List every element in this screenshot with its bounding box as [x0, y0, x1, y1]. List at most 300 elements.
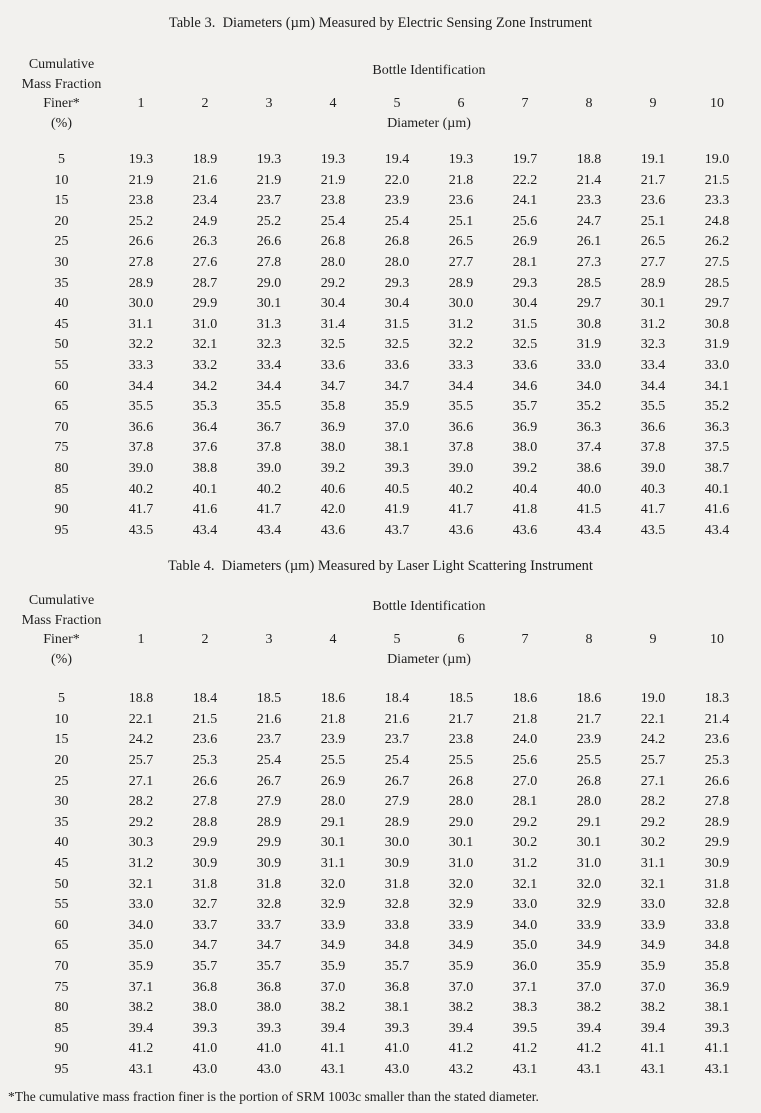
diameter-value-cell: 35.5: [128, 399, 154, 415]
mass-fraction-cell: 50: [54, 876, 69, 892]
diameter-value-cell: 28.9: [448, 275, 474, 291]
diameter-value-cell: 39.2: [512, 460, 538, 476]
mass-fraction-cell: 20: [54, 213, 69, 229]
bottle-identification-text: Bottle Identification: [372, 63, 486, 78]
diameter-value-cell: 23.9: [384, 193, 410, 209]
mass-fraction-cell: 35: [54, 814, 69, 830]
diameter-value-cell: 27.8: [704, 794, 730, 810]
mass-fraction-cell: 15: [54, 732, 69, 748]
column-header-cell: 4: [329, 632, 337, 648]
diameter-value-cell: 38.2: [128, 1000, 154, 1016]
diameter-value-cell: 22.1: [128, 711, 154, 727]
diameter-value-cell: 25.3: [704, 753, 730, 769]
mass-fraction-cell: 25: [54, 773, 69, 789]
diameter-value-cell: 40.2: [128, 481, 154, 497]
diameter-value-cell: 24.0: [512, 732, 538, 748]
diameter-value-cell: 32.5: [384, 337, 410, 353]
diameter-value-cell: 33.4: [256, 357, 282, 373]
diameter-value-cell: 31.8: [384, 876, 410, 892]
diameter-value-cell: 37.1: [512, 979, 538, 995]
diameter-value-cell: 41.0: [192, 1041, 218, 1057]
diameter-value-cell: 43.1: [576, 1061, 602, 1077]
diameter-value-cell: 33.0: [704, 357, 730, 373]
diameter-value-cell: 37.6: [192, 440, 218, 456]
diameter-value-cell: 40.3: [640, 481, 666, 497]
diameter-value-cell: 26.5: [448, 234, 474, 250]
diameter-value-cell: 30.0: [128, 296, 154, 312]
diameter-value-cell: 43.7: [384, 522, 410, 538]
diameter-value-cell: 43.5: [128, 522, 154, 538]
mass-fraction-cell: 45: [54, 316, 69, 332]
row-label-line: Mass Fraction: [21, 76, 102, 92]
diameter-value-cell: 23.7: [256, 193, 282, 209]
mass-fraction-cell: 5: [58, 691, 65, 707]
diameter-value-cell: 34.0: [576, 378, 602, 394]
diameter-value-cell: 24.8: [704, 213, 730, 229]
column-header-cell: 2: [201, 632, 209, 648]
diameter-value-cell: 21.7: [640, 172, 666, 188]
diameter-value-cell: 28.1: [512, 254, 538, 270]
diameter-value-cell: 29.1: [320, 814, 346, 830]
diameter-value-cell: 34.7: [384, 378, 410, 394]
diameter-value-cell: 30.9: [192, 856, 218, 872]
diameter-value-cell: 32.1: [192, 337, 218, 353]
diameter-value-cell: 32.2: [128, 337, 154, 353]
diameter-value-cell: 36.0: [512, 959, 538, 974]
diameter-value-cell: 41.7: [448, 502, 474, 518]
diameter-value-cell: 21.5: [704, 172, 730, 188]
diameter-value-cell: 36.8: [256, 979, 282, 995]
diameter-value-cell: 41.1: [640, 1041, 666, 1057]
column-header-cell: 6: [457, 632, 465, 648]
diameter-value-cell: 19.7: [512, 152, 538, 167]
diameter-value-cell: 35.2: [704, 399, 730, 415]
diameter-value-cell: 31.2: [512, 856, 538, 872]
table4-section: [0, 557, 761, 1080]
diameter-unit-label: Diameter (µm): [387, 651, 471, 667]
diameter-value-cell: 38.0: [512, 440, 538, 456]
diameter-value-cell: 32.5: [320, 337, 346, 353]
diameter-value-cell: 28.9: [384, 814, 410, 830]
diameter-value-cell: 30.0: [384, 835, 410, 851]
mass-fraction-cell: 15: [54, 193, 69, 209]
diameter-value-cell: 35.5: [256, 399, 282, 415]
diameter-value-cell: 36.6: [640, 419, 666, 435]
table3-section: [0, 14, 761, 541]
diameter-value-cell: 28.5: [576, 275, 602, 291]
diameter-value-cell: 25.5: [320, 753, 346, 769]
diameter-value-cell: 31.9: [576, 337, 602, 353]
diameter-value-cell: 38.1: [384, 440, 410, 456]
diameter-value-cell: 40.2: [448, 481, 474, 497]
mass-fraction-cell: 85: [54, 1020, 69, 1036]
diameter-value-cell: 26.9: [512, 234, 538, 250]
diameter-value-cell: 37.0: [448, 979, 474, 995]
diameter-value-cell: 25.1: [448, 213, 474, 229]
diameter-value-cell: 26.8: [448, 773, 474, 789]
diameter-value-cell: 26.3: [192, 234, 218, 250]
diameter-value-cell: 43.4: [192, 522, 218, 538]
table4-title: Table 4. Diameters (µm) Measured by Laser Light Scattering Instrument: [168, 558, 593, 575]
diameter-value-cell: 18.8: [128, 691, 154, 707]
column-header-cell: 9: [649, 632, 657, 648]
diameter-value-cell: 41.1: [320, 1041, 346, 1057]
diameter-unit-label: Diameter (µm): [387, 115, 471, 131]
row-label-line: Mass Fraction: [21, 612, 102, 628]
diameter-value-cell: 31.8: [256, 876, 282, 892]
diameter-value-cell: 36.3: [704, 419, 730, 435]
diameter-value-cell: 38.8: [192, 460, 218, 476]
diameter-value-cell: 33.7: [256, 917, 282, 933]
diameter-value-cell: 25.6: [512, 213, 538, 229]
mass-fraction-cell: 80: [54, 1000, 69, 1016]
diameter-value-cell: 35.2: [576, 399, 602, 415]
diameter-value-cell: 27.1: [640, 773, 666, 789]
column-header-cell: 1: [137, 632, 145, 648]
diameter-value-cell: 43.1: [512, 1061, 538, 1077]
diameter-value-cell: 25.7: [640, 753, 666, 769]
mass-fraction-cell: 10: [54, 172, 69, 188]
diameter-value-cell: 33.0: [128, 897, 154, 913]
diameter-value-cell: 35.9: [320, 959, 346, 974]
diameter-value-cell: 23.8: [128, 193, 154, 209]
diameter-value-cell: 26.1: [576, 234, 602, 250]
diameter-value-cell: 36.9: [320, 419, 346, 435]
diameter-value-cell: 31.2: [640, 316, 666, 332]
mass-fraction-cell: 10: [54, 711, 69, 727]
diameter-value-cell: 41.0: [384, 1041, 410, 1057]
mass-fraction-cell: 20: [54, 753, 69, 769]
diameter-value-cell: 29.3: [512, 275, 538, 291]
diameter-value-cell: 33.9: [448, 917, 474, 933]
diameter-value-cell: 31.1: [320, 856, 346, 872]
diameter-value-cell: 39.0: [128, 460, 154, 476]
diameter-value-cell: 43.5: [640, 522, 666, 538]
mass-fraction-cell: 50: [54, 337, 69, 353]
diameter-value-cell: 35.3: [192, 399, 218, 415]
diameter-value-cell: 35.5: [448, 399, 474, 415]
diameter-value-cell: 28.9: [128, 275, 154, 291]
diameter-value-cell: 30.1: [320, 835, 346, 851]
diameter-value-cell: 39.0: [256, 460, 282, 476]
diameter-value-cell: 37.4: [576, 440, 602, 456]
diameter-value-cell: 22.1: [640, 711, 666, 727]
mass-fraction-cell: 30: [54, 254, 69, 270]
diameter-value-cell: 27.3: [576, 254, 602, 270]
diameter-value-cell: 32.8: [384, 897, 410, 913]
table3-header: [0, 55, 761, 133]
diameter-value-cell: 41.6: [704, 502, 730, 518]
diameter-value-cell: 34.6: [512, 378, 538, 394]
diameter-value-cell: 30.4: [512, 296, 538, 312]
diameter-value-cell: 33.4: [640, 357, 666, 373]
diameter-value-cell: 39.0: [640, 460, 666, 476]
diameter-value-cell: 41.0: [256, 1041, 282, 1057]
diameter-value-cell: 35.8: [320, 399, 346, 415]
diameter-value-cell: 27.7: [448, 254, 474, 270]
diameter-value-cell: 24.2: [128, 732, 154, 748]
diameter-value-cell: 34.7: [320, 378, 346, 394]
column-header-cell: 8: [585, 96, 593, 111]
diameter-value-cell: 38.1: [384, 1000, 410, 1016]
diameter-value-cell: 24.7: [576, 213, 602, 229]
diameter-value-cell: 41.2: [576, 1041, 602, 1057]
diameter-value-cell: 21.8: [512, 711, 538, 727]
diameter-value-cell: 29.2: [640, 814, 666, 830]
diameter-value-cell: 21.8: [448, 172, 474, 188]
diameter-value-cell: 18.4: [384, 691, 410, 707]
diameter-value-cell: 34.4: [448, 378, 474, 394]
diameter-value-cell: 35.9: [128, 959, 154, 974]
column-header-cell: 7: [521, 632, 529, 648]
diameter-value-cell: 43.4: [256, 522, 282, 538]
diameter-value-cell: 23.4: [192, 193, 218, 209]
diameter-value-cell: 32.1: [128, 876, 154, 892]
diameter-value-cell: 24.1: [512, 193, 538, 209]
diameter-value-cell: 32.8: [704, 897, 730, 913]
diameter-value-cell: 38.6: [576, 460, 602, 476]
diameter-value-cell: 26.5: [640, 234, 666, 250]
diameter-value-cell: 28.7: [192, 275, 218, 291]
table3-title: Table 3. Diameters (µm) Measured by Electric Sensing Zone Instrument: [168, 15, 593, 31]
diameter-value-cell: 26.6: [128, 234, 154, 250]
diameter-value-cell: 25.2: [128, 213, 154, 229]
diameter-value-cell: 28.2: [128, 794, 154, 810]
diameter-value-cell: 36.7: [256, 419, 282, 435]
diameter-value-cell: 43.0: [256, 1061, 282, 1077]
mass-fraction-cell: 40: [54, 296, 69, 312]
diameter-value-cell: 28.0: [448, 794, 474, 810]
diameter-value-cell: 38.0: [320, 440, 346, 456]
diameter-value-cell: 33.0: [512, 897, 538, 913]
diameter-value-cell: 31.3: [256, 316, 282, 332]
diameter-value-cell: 36.6: [128, 419, 154, 435]
diameter-value-cell: 23.9: [320, 732, 346, 748]
diameter-value-cell: 19.0: [640, 691, 666, 707]
mass-fraction-cell: 70: [54, 959, 69, 974]
diameter-value-cell: 41.8: [512, 502, 538, 518]
diameter-value-cell: 32.0: [320, 876, 346, 892]
diameter-value-cell: 33.6: [384, 357, 410, 373]
diameter-value-cell: 40.0: [576, 481, 602, 497]
diameter-value-cell: 39.3: [384, 1020, 410, 1036]
diameter-value-cell: 24.9: [192, 213, 218, 229]
diameter-value-cell: 29.0: [448, 814, 474, 830]
diameter-value-cell: 31.4: [320, 316, 346, 332]
diameter-value-cell: 23.8: [320, 193, 346, 209]
diameter-value-cell: 19.0: [704, 152, 730, 167]
diameter-value-cell: 31.0: [576, 856, 602, 872]
diameter-value-cell: 37.0: [320, 979, 346, 995]
diameter-value-cell: 25.2: [256, 213, 282, 229]
mass-fraction-cell: 45: [54, 856, 69, 872]
row-label-line: Cumulative: [28, 57, 95, 72]
diameter-value-cell: 34.7: [256, 938, 282, 954]
column-header-cell: 8: [585, 632, 593, 648]
diameter-value-cell: 26.8: [320, 234, 346, 250]
diameter-value-cell: 33.9: [640, 917, 666, 933]
diameter-value-cell: 30.4: [320, 296, 346, 312]
diameter-value-cell: 34.8: [704, 938, 730, 954]
mass-fraction-cell: 75: [54, 440, 69, 456]
diameter-value-cell: 33.6: [512, 357, 538, 373]
footnote: *The cumulative mass fraction finer is the portion of SRM 1003c smaller than the stated diameter.: [8, 1088, 539, 1104]
diameter-value-cell: 25.4: [256, 753, 282, 769]
mass-fraction-cell: 95: [54, 1061, 69, 1077]
mass-fraction-cell: 95: [54, 522, 69, 538]
diameter-value-cell: 37.0: [384, 419, 410, 435]
diameter-value-cell: 33.8: [704, 917, 730, 933]
diameter-value-cell: 19.3: [448, 152, 474, 167]
diameter-value-cell: 23.7: [256, 732, 282, 748]
column-header-cell: 4: [329, 96, 337, 111]
diameter-value-cell: 43.1: [128, 1061, 154, 1077]
diameter-value-cell: 25.3: [192, 753, 218, 769]
mass-fraction-cell: 80: [54, 460, 69, 476]
diameter-value-cell: 29.9: [704, 835, 730, 851]
diameter-value-cell: 38.0: [256, 1000, 282, 1016]
mass-fraction-cell: 55: [54, 357, 69, 373]
diameter-value-cell: 34.0: [512, 917, 538, 933]
diameter-value-cell: 18.5: [448, 691, 474, 707]
diameter-value-cell: 41.7: [640, 502, 666, 518]
diameter-value-cell: 41.2: [128, 1041, 154, 1057]
diameter-value-cell: 37.0: [640, 979, 666, 995]
diameter-value-cell: 35.9: [640, 959, 666, 974]
diameter-value-cell: 33.8: [384, 917, 410, 933]
diameter-value-cell: 41.7: [256, 502, 282, 518]
bottle-identification-text: Bottle Identification: [372, 599, 486, 615]
diameter-value-cell: 26.6: [256, 234, 282, 250]
diameter-value-cell: 35.8: [704, 959, 730, 974]
mass-fraction-cell: 60: [54, 378, 69, 394]
diameter-value-cell: 21.9: [256, 172, 282, 188]
diameter-value-cell: 32.9: [448, 897, 474, 913]
diameter-value-cell: 31.2: [448, 316, 474, 332]
diameter-value-cell: 34.8: [384, 938, 410, 954]
diameter-value-cell: 32.8: [256, 897, 282, 913]
diameter-value-cell: 18.3: [704, 691, 730, 707]
diameter-value-cell: 43.4: [576, 522, 602, 538]
diameter-value-cell: 30.4: [384, 296, 410, 312]
column-header-cell: 7: [521, 96, 529, 111]
diameter-value-cell: 32.1: [640, 876, 666, 892]
diameter-value-cell: 36.9: [704, 979, 730, 995]
diameter-value-cell: 29.1: [576, 814, 602, 830]
diameter-value-cell: 26.2: [704, 234, 730, 250]
diameter-value-cell: 39.3: [704, 1020, 730, 1036]
diameter-value-cell: 37.0: [576, 979, 602, 995]
diameter-value-cell: 35.7: [192, 959, 218, 974]
diameter-value-cell: 43.2: [448, 1061, 474, 1077]
diameter-value-cell: 19.3: [320, 152, 346, 167]
diameter-value-cell: 25.5: [576, 753, 602, 769]
diameter-value-cell: 21.6: [192, 172, 218, 188]
diameter-value-cell: 40.1: [704, 481, 730, 497]
diameter-value-cell: 35.7: [512, 399, 538, 415]
diameter-value-cell: 33.9: [576, 917, 602, 933]
diameter-value-cell: 40.5: [384, 481, 410, 497]
column-header-cell: 3: [265, 96, 273, 111]
diameter-value-cell: 32.1: [512, 876, 538, 892]
diameter-value-cell: 30.2: [640, 835, 666, 851]
bottle-identification-label: [109, 55, 749, 78]
row-label-line: Finer*: [43, 632, 80, 648]
diameter-value-cell: 25.6: [512, 753, 538, 769]
diameter-value-cell: 27.9: [256, 794, 282, 810]
mass-fraction-cell: 35: [54, 275, 69, 291]
diameter-value-cell: 42.0: [320, 502, 346, 518]
diameter-value-cell: 30.1: [448, 835, 474, 851]
diameter-value-cell: 30.8: [704, 316, 730, 332]
diameter-value-cell: 35.9: [448, 959, 474, 974]
diameter-value-cell: 28.1: [512, 794, 538, 810]
diameter-value-cell: 18.8: [576, 152, 602, 167]
column-header-cell: 10: [710, 632, 724, 648]
diameter-value-cell: 32.0: [576, 876, 602, 892]
diameter-value-cell: 39.4: [128, 1020, 154, 1036]
diameter-value-cell: 29.3: [384, 275, 410, 291]
diameter-value-cell: 36.4: [192, 419, 218, 435]
diameter-value-cell: 34.1: [704, 378, 730, 394]
diameter-value-cell: 29.9: [256, 835, 282, 851]
diameter-value-cell: 39.0: [448, 460, 474, 476]
mass-fraction-cell: 60: [54, 917, 69, 933]
diameter-value-cell: 28.0: [320, 794, 346, 810]
diameter-value-cell: 28.0: [576, 794, 602, 810]
diameter-value-cell: 30.9: [704, 856, 730, 872]
diameter-value-cell: 39.3: [384, 460, 410, 476]
diameter-value-cell: 26.8: [576, 773, 602, 789]
diameter-value-cell: 43.0: [384, 1061, 410, 1077]
diameter-value-cell: 37.8: [448, 440, 474, 456]
diameter-value-cell: 28.9: [704, 814, 730, 830]
diameter-value-cell: 43.1: [704, 1061, 730, 1077]
diameter-value-cell: 32.0: [448, 876, 474, 892]
diameter-value-cell: 43.1: [320, 1061, 346, 1077]
diameter-value-cell: 38.1: [704, 1000, 730, 1016]
column-header-cell: 3: [265, 632, 273, 648]
diameter-value-cell: 23.6: [640, 193, 666, 209]
diameter-value-cell: 33.9: [320, 917, 346, 933]
diameter-value-cell: 27.9: [384, 794, 410, 810]
diameter-value-cell: 27.6: [192, 254, 218, 270]
diameter-value-cell: 32.3: [640, 337, 666, 353]
diameter-value-cell: 27.0: [512, 773, 538, 789]
diameter-value-cell: 29.2: [128, 814, 154, 830]
diameter-value-cell: 18.9: [192, 152, 218, 167]
diameter-value-cell: 33.3: [128, 357, 154, 373]
diameter-value-cell: 22.2: [512, 172, 538, 188]
diameter-value-cell: 21.6: [384, 711, 410, 727]
diameter-value-cell: 33.2: [192, 357, 218, 373]
diameter-value-cell: 23.6: [704, 732, 730, 748]
diameter-value-cell: 35.7: [256, 959, 282, 974]
diameter-value-cell: 18.4: [192, 691, 218, 707]
diameter-value-cell: 41.2: [448, 1041, 474, 1057]
row-label-line: (%): [51, 651, 72, 667]
diameter-value-cell: 40.4: [512, 481, 538, 497]
column-header-cell: 5: [393, 96, 401, 111]
diameter-value-cell: 29.0: [256, 275, 282, 291]
diameter-value-cell: 43.6: [448, 522, 474, 538]
diameter-value-cell: 41.7: [128, 502, 154, 518]
mass-fraction-cell: 30: [54, 794, 69, 810]
diameter-value-cell: 33.6: [320, 357, 346, 373]
diameter-value-cell: 25.5: [448, 753, 474, 769]
diameter-value-cell: 21.9: [128, 172, 154, 188]
diameter-value-cell: 34.9: [448, 938, 474, 954]
